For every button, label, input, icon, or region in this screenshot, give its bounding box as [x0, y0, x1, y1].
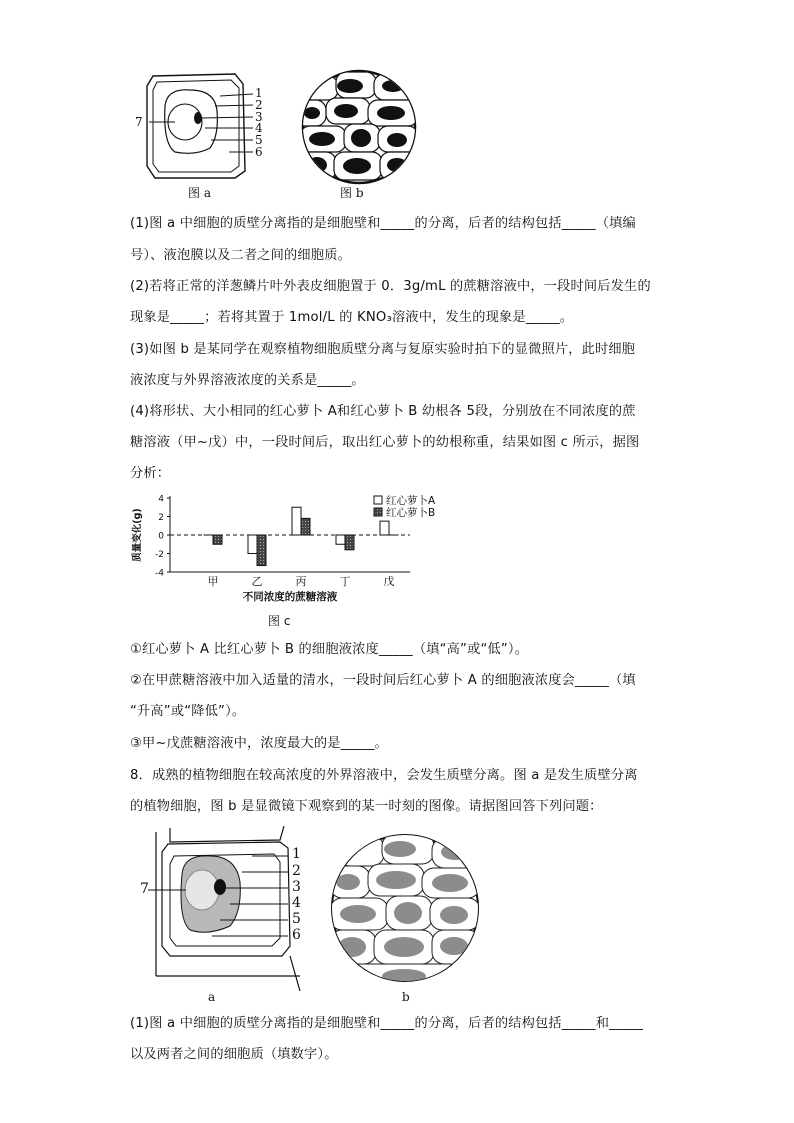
- bar-红心萝卜A-乙: [248, 535, 257, 554]
- q8-figure-a: [140, 826, 320, 991]
- q7-label-6: 6: [255, 145, 263, 159]
- bar-红心萝卜B-乙: [257, 535, 266, 566]
- bar-红心萝卜B-丙: [301, 518, 310, 535]
- q7-q4-line2: 糖溶液（甲~戊）中，一段时间后，取出红心萝卜的幼根称重，结果如图 c 所示，据图: [130, 435, 640, 450]
- bar-红心萝卜A-丙: [292, 507, 301, 535]
- q7-figure-a: [135, 66, 270, 186]
- q7-label-4: 4: [255, 121, 263, 135]
- q8-q1-line2: 以及两者之间的细胞质（填数字）。: [130, 1047, 338, 1062]
- legend-label-1: 红心萝卜A: [386, 495, 436, 507]
- q8-q1-line1: (1)图 a 中细胞的质壁分离指的是细胞壁和_____的分离，后者的结构包括_____和_____: [130, 1016, 644, 1031]
- legend-label-2: 红心萝卜B: [386, 507, 436, 519]
- bar-红心萝卜A-戊: [380, 521, 389, 535]
- q7-fig-c-caption: 图 c: [268, 614, 291, 628]
- y-tick-label: 0: [158, 531, 164, 542]
- x-tick-label: 丙: [295, 575, 307, 588]
- q7-cell-diagram-a: [135, 66, 270, 186]
- q8-fig-b-caption: b: [402, 990, 410, 1004]
- legend-swatch-2: [374, 508, 382, 516]
- q7-fig-b-caption: 图 b: [340, 186, 364, 200]
- y-tick-label: 4: [158, 494, 164, 505]
- x-tick-label: 戊: [383, 575, 395, 588]
- q7-q1-line2: 号）、液泡膜以及二者之间的细胞质。: [130, 248, 351, 263]
- q8-label-4: 4: [292, 895, 301, 911]
- q7-figure-b: [300, 68, 418, 186]
- bar-红心萝卜B-丁: [345, 535, 354, 550]
- q7-sub3: ③甲~戊蔗糖溶液中，浓度最大的是_____。: [130, 736, 389, 751]
- q7-label-7: 7: [135, 115, 143, 129]
- q7-chart-c: [130, 490, 460, 610]
- q7-sub2-line2: “升高”或“降低”）。: [130, 704, 246, 719]
- q8-label-2: 2: [292, 863, 301, 879]
- q8-intro-line1: 8．成熟的植物细胞在较高浓度的外界溶液中，会发生质壁分离。图 a 是发生质壁分离: [130, 768, 638, 783]
- x-axis-label: 不同浓度的蔗糖溶液: [242, 591, 338, 603]
- q7-q4-line1: (4)将形状、大小相同的红心萝卜 A和红心萝卜 B 幼根各 5段，分别放在不同浓度的蔗: [130, 404, 636, 419]
- q8-intro-line2: 的植物细胞，图 b 是显微镜下观察到的某一时刻的图像。请据图回答下列问题：: [130, 799, 603, 814]
- y-tick-label: 2: [158, 513, 164, 523]
- q7-sub1: ①红心萝卜 A 比红心萝卜 B 的细胞液浓度_____（填“高”或“低”）。: [130, 642, 529, 657]
- q7-label-2: 2: [255, 98, 263, 112]
- legend-swatch-1: [374, 496, 382, 504]
- q7-label-3: 3: [255, 110, 263, 124]
- bar-红心萝卜B-甲: [213, 535, 222, 544]
- y-axis-label: 质量变化(g): [132, 508, 143, 562]
- q8-figure-b: [330, 830, 480, 986]
- q8-label-1: 1: [292, 846, 301, 862]
- y-tick-label: -4: [155, 568, 164, 579]
- bar-红心萝卜A-丁: [336, 535, 345, 544]
- q7-sub2-line1: ②在甲蔗糖溶液中加入适量的清水，一段时间后红心萝卜 A 的细胞液浓度会_____（填: [130, 673, 636, 688]
- q7-q1-line1: (1)图 a 中细胞的质壁分离指的是细胞壁和_____的分离，后者的结构包括_____（填编: [130, 216, 636, 231]
- q8-label-7: 7: [140, 881, 149, 897]
- q7-q4-line3: 分析：: [130, 466, 171, 481]
- q7-q2-line2: 现象是_____；若将其置于 1mol/L 的 KNO₃溶液中，发生的现象是_____。: [130, 310, 574, 325]
- q7-q2-line1: (2)若将正常的洋葱鳞片叶外表皮细胞置于 0．3g/mL 的蔗糖溶液中，一段时间后发生的: [130, 279, 651, 294]
- q8-label-3: 3: [292, 879, 301, 895]
- q7-label-1: 1: [255, 86, 263, 100]
- q8-micrograph-b: [330, 830, 480, 986]
- x-tick-label: 甲: [207, 575, 219, 588]
- y-tick-label: -2: [155, 550, 164, 560]
- q7-q3-line1: (3)如图 b 是某同学在观察植物细胞质壁分离与复原实验时拍下的显微照片，此时细胞: [130, 342, 636, 357]
- bar-chart: [130, 490, 460, 610]
- q7-label-5: 5: [255, 133, 263, 147]
- q8-label-5: 5: [292, 911, 301, 927]
- q8-fig-a-caption: a: [208, 990, 216, 1004]
- x-tick-label: 丁: [339, 575, 351, 588]
- q7-fig-a-caption: 图 a: [188, 186, 211, 200]
- q7-micrograph-b: [300, 68, 418, 186]
- q7-q3-line2: 液浓度与外界溶液浓度的关系是_____。: [130, 373, 365, 388]
- x-tick-label: 乙: [251, 575, 263, 588]
- q8-label-6: 6: [292, 927, 301, 943]
